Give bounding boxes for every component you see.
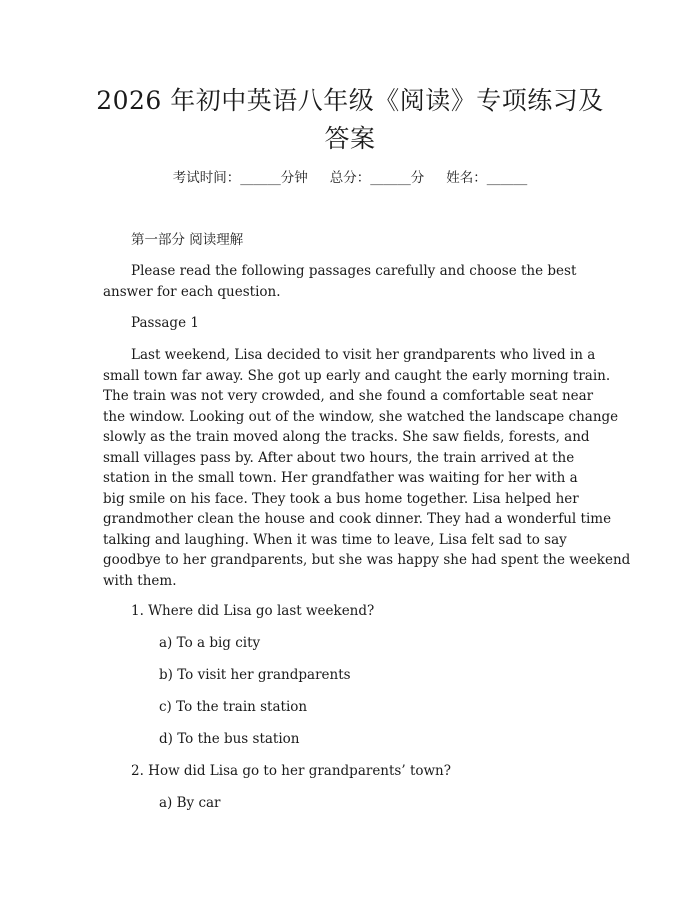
title-line-1: 2026 年初中英语八年级《阅读》专项练习及	[96, 86, 604, 115]
passage-line: slowly as the train moved along the tracks. She saw fields, forests, and	[103, 429, 590, 445]
question-2: 2. How did Lisa go to her grandparents’ town?	[131, 763, 451, 779]
question-1-option-a: a) To a big city	[159, 635, 261, 651]
instructions-line: answer for each question.	[103, 283, 281, 300]
passage-line: goodbye to her grandparents, but she was happy she had spent the weekend	[103, 552, 631, 568]
passage-line: small villages pass by. After about two hours, the train arrived at the	[103, 449, 575, 466]
exam-score-field: 总分：______分	[329, 170, 425, 186]
instructions-line: Please read the following passages carefully and choose the best	[131, 263, 577, 279]
question-2-option-a: a) By car	[159, 795, 221, 811]
passage-label: Passage 1	[131, 315, 199, 331]
section-heading: 第一部分 阅读理解	[131, 232, 244, 248]
exam-info-line	[0, 168, 700, 188]
question-1-option-b: b) To visit her grandparents	[159, 667, 351, 683]
exam-name-field: 姓名：______	[446, 170, 528, 186]
question-1: 1. Where did Lisa go last weekend?	[131, 603, 375, 619]
passage-line: big smile on his face. They took a bus home together. Lisa helped her	[103, 490, 579, 507]
question-1-option-c: c) To the train station	[159, 699, 308, 715]
question-1-option-d: d) To the bus station	[159, 731, 300, 747]
title-line-2: 答案	[324, 124, 376, 153]
passage-line: with them.	[103, 572, 177, 589]
passage-line: grandmother clean the house and cook dinner. They had a wonderful time	[103, 511, 612, 527]
passage-line: The train was not very crowded, and she found a comfortable seat near	[103, 388, 594, 404]
passage-line: talking and laughing. When it was time to leave, Lisa felt sad to say	[103, 531, 567, 548]
exam-time-field: 考试时间：______分钟	[172, 170, 308, 186]
passage-line: station in the small town. Her grandfather was waiting for her with a	[103, 470, 578, 486]
passage-text	[103, 345, 631, 591]
instructions	[103, 261, 603, 302]
passage-line: the window. Looking out of the window, she watched the landscape change	[103, 408, 619, 425]
passage-line: Last weekend, Lisa decided to visit her grandparents who lived in a	[131, 347, 596, 363]
passage-line: small town far away. She got up early and caught the early morning train.	[103, 367, 611, 384]
document-title	[60, 82, 640, 158]
